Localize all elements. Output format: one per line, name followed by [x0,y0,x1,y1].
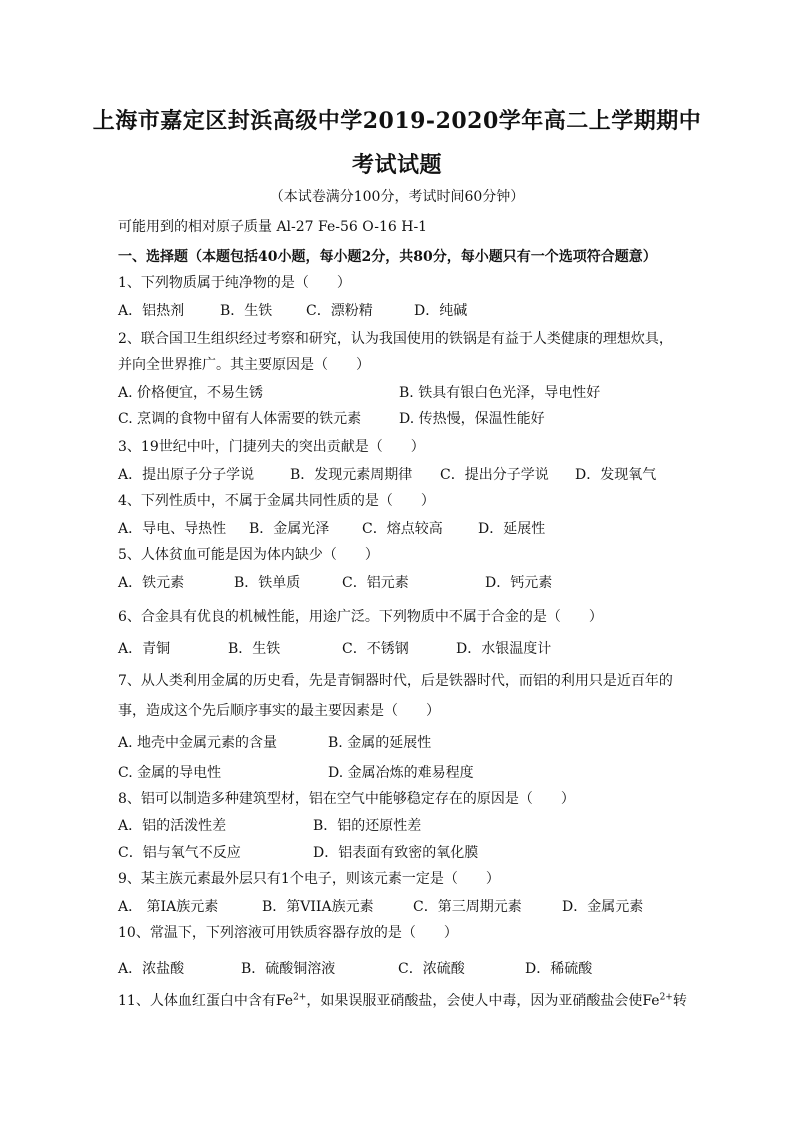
question-2-stem-1: 2、联合国卫生组织经过考察和研究，认为我国使用的铁锅是有益于人类健康的理想炊具， [118,331,673,347]
question-8-option-c: C．铝与氧气不反应 [118,845,241,861]
question-3-option-c: C．提出分子学说 [440,467,549,483]
question-9-option-b: B．第VIIA族元素 [262,899,374,915]
question-9-option-a: A． 第IA族元素 [118,899,219,915]
section-heading: 一、选择题（本题包括40小题，每小题2分，共80分，每小题只有一个选项符合题意） [118,249,657,265]
question-9-stem: 9、某主族元素最外层只有1个电子，则该元素一定是（ ） [118,871,500,887]
page-title-line2: 考试试题 [351,152,442,178]
question-8-option-d: D．铝表面有致密的氧化膜 [313,845,479,861]
question-7-option-c: C. 金属的导电性 [118,765,222,781]
question-2-option-c: C. 烹调的食物中留有人体需要的铁元素 [118,411,362,427]
question-3-option-a: A．提出原子分子学说 [118,467,255,483]
question-8-stem: 8、铝可以制造多种建筑型材，铝在空气中能够稳定存在的原因是（ ） [118,791,575,807]
question-7-stem-1: 7、从人类利用金属的历史看，先是青铜器时代，后是铁器时代，而铝的利用只是近百年的 [118,673,673,689]
question-10-option-b: B．硫酸铜溶液 [241,961,336,977]
question-11-text-1: 11、人体血红蛋白中含有Fe [118,993,294,1009]
question-5-stem: 5、人体贫血可能是因为体内缺少（ ） [118,547,379,563]
question-11-text-3: 转 [672,993,687,1009]
question-3-option-b: B．发现元素周期律 [290,467,413,483]
question-9-option-d: D．金属元素 [562,899,644,915]
question-4-stem: 4、下列性质中，不属于金属共同性质的是（ ） [118,493,435,509]
question-7-option-a: A. 地壳中金属元素的含量 [118,735,278,751]
question-10-option-d: D．稀硫酸 [525,961,593,977]
question-4-option-c: C．熔点较高 [362,521,443,537]
question-3-stem: 3、19世纪中叶，门捷列夫的突出贡献是（ ） [118,439,425,455]
question-1-option-c: C．漂粉精 [306,303,373,319]
question-5-option-d: D．钙元素 [485,575,553,591]
question-10-option-c: C．浓硫酸 [398,961,465,977]
question-6-option-b: B．生铁 [228,641,281,657]
question-11-text-2: ，如果误服亚硝酸盐，会使人中毒，因为亚硝酸盐会使Fe [306,993,660,1009]
question-1-option-d: D．纯碱 [414,303,468,319]
question-2-stem-2: 并向全世界推广。其主要原因是（ ） [118,357,370,373]
page-title-line1: 上海市嘉定区封浜高级中学2019-2020学年高二上学期期中 [92,108,702,134]
question-1-option-a: A．铝热剂 [118,303,185,319]
question-2-option-b: B. 铁具有银白色光泽，导电性好 [399,385,601,401]
question-10-stem: 10、常温下，下列溶液可用铁质容器存放的是（ ） [118,925,458,941]
question-4-option-b: B．金属光泽 [249,521,330,537]
question-7-stem-2: 事，造成这个先后顺序事实的最主要因素是（ ） [118,703,440,719]
question-6-option-a: A．青铜 [118,641,171,657]
question-9-option-c: C．第三周期元素 [413,899,522,915]
question-5-option-a: A．铁元素 [118,575,185,591]
question-4-option-a: A．导电、导热性 [118,521,227,537]
question-8-option-b: B．铝的还原性差 [313,818,422,834]
question-7-option-b: B. 金属的延展性 [328,735,432,751]
question-3-option-d: D．发现氧气 [575,467,657,483]
question-6-stem: 6、合金具有优良的机械性能，用途广泛。下列物质中不属于合金的是（ ） [118,609,603,625]
question-10-option-a: A．浓盐酸 [118,961,185,977]
exam-info: （本试卷满分100分，考试时间60分钟） [269,189,525,205]
question-5-option-c: C．铝元素 [342,575,409,591]
question-1-stem: 1、下列物质属于纯净物的是（ ） [118,275,351,291]
question-1-option-b: B．生铁 [220,303,273,319]
question-6-option-c: C．不锈钢 [342,641,409,657]
ion-charge-2: 2+ [659,992,673,1003]
question-5-option-b: B．铁单质 [234,575,301,591]
question-11-stem [118,990,687,1010]
question-2-option-d: D. 传热慢，保温性能好 [399,411,545,427]
question-8-option-a: A．铝的活泼性差 [118,818,227,834]
question-4-option-d: D．延展性 [478,521,546,537]
question-7-option-d: D. 金属冶炼的难易程度 [328,765,474,781]
question-2-option-a: A. 价格便宜，不易生锈 [118,385,264,401]
atomic-mass-note: 可能用到的相对原子质量 Al-27 Fe-56 O-16 H-1 [118,219,428,235]
question-6-option-d: D．水银温度计 [456,641,552,657]
ion-charge-1: 2+ [293,992,307,1003]
